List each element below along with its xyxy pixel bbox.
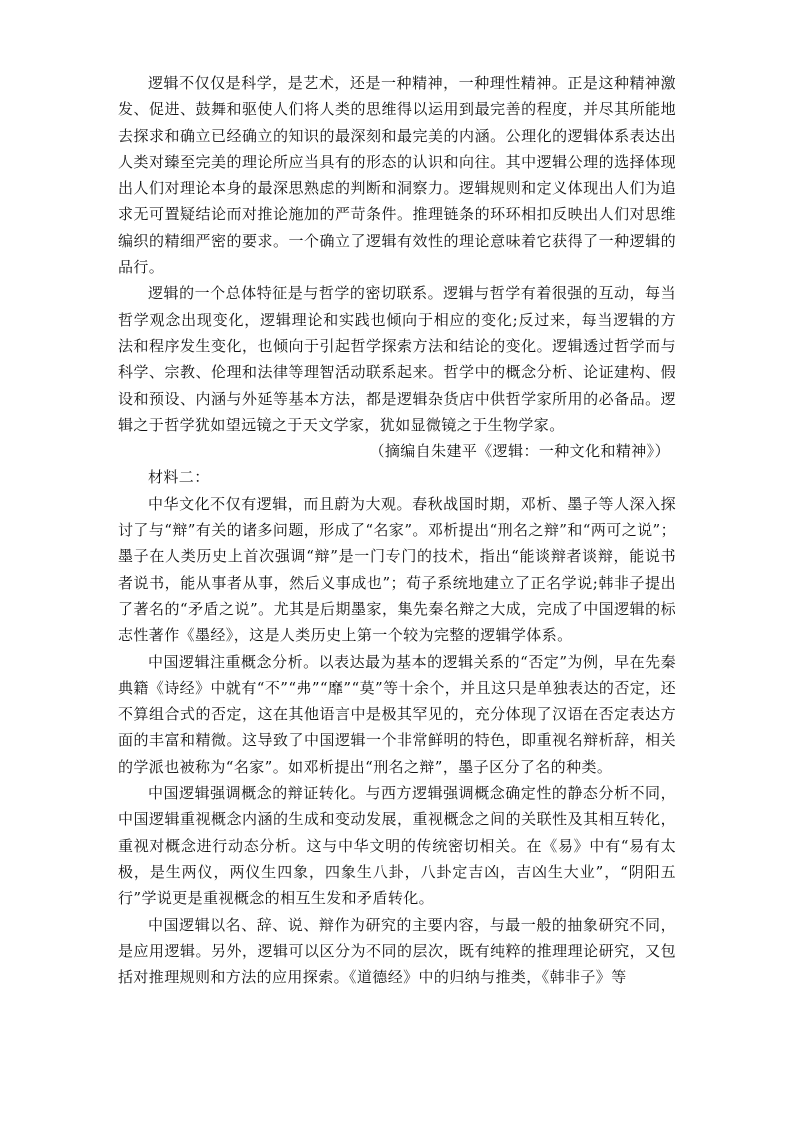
- paragraph-3: 中华文化不仅有逻辑，而且蔚为大观。春秋战国时期，邓析、墨子等人深入探讨了与“辩”有关的诸多问题，形成了“名家”。邓析提出“刑名之辩”和“两可之说”；墨子在人类历史上首次强调“辩”是一门专门的技术，指出“能谈辩者谈辩，能说书者说书，能从事者从事，然后义事成也”；荀子系统地建立了正名学说;韩非子提出了著名的“矛盾之说”。尤其是后期墨家，集先秦名辩之大成，完成了中国逻辑的标志性著作《墨经》，这是人类历史上第一个较为完整的逻辑学体系。: [118, 494, 676, 645]
- paragraph-6: 中国逻辑以名、辞、说、辩作为研究的主要内容，与最一般的抽象研究不同，是应用逻辑。另外，逻辑可以区分为不同的层次，既有纯粹的推理理论研究，又包括对推理规则和方法的应用探索。《道德经》中的归纳与推类，《韩非子》等: [118, 915, 676, 987]
- section-heading: 材料二：: [148, 468, 210, 487]
- source-citation: （摘编自朱建平《逻辑：一种文化和精神》）: [369, 442, 670, 461]
- document-page: [118, 70, 676, 990]
- paragraph-4: 中国逻辑注重概念分析。以表达最为基本的逻辑关系的“否定”为例，早在先秦典籍《诗经》中就有“不”“弗”“靡”“莫”等十余个，并且这只是单独表达的否定，还不算组合式的否定，这在其他语言中是极其罕见的，充分体现了汉语在否定表达方面的丰富和精微。这导致了中国逻辑一个非常鲜明的特色，即重视名辩析辞，相关的学派也被称为“名家”。如邓析提出“刑名之辩”，墨子区分了名的种类。: [118, 652, 676, 776]
- paragraph-5: 中国逻辑强调概念的辩证转化。与西方逻辑强调概念确定性的静态分析不同，中国逻辑重视概念内涵的生成和变动发展，重视概念之间的关联性及其相互转化，重视对概念进行动态分析。这与中华文明的传统密切相关。在《易》中有“易有太极，是生两仪，两仪生四象，四象生八卦，八卦定吉凶，吉凶生大业”，“阴阳五行”学说更是重视概念的相互生发和矛盾转化。: [118, 784, 676, 908]
- paragraph-2: 逻辑的一个总体特征是与哲学的密切联系。逻辑与哲学有着很强的互动，每当哲学观念出现变化，逻辑理论和实践也倾向于相应的变化;反过来，每当逻辑的方法和程序发生变化，也倾向于引起哲学探索方法和结论的变化。逻辑透过哲学而与科学、宗教、伦理和法律等理智活动联系起来。哲学中的概念分析、论证建构、假设和预设、内涵与外延等基本方法，都是逻辑杂货店中供哲学家所用的必备品。逻辑之于哲学犹如望远镜之于天文学家，犹如显微镜之于生物学家。: [118, 284, 676, 434]
- paragraph-1: 逻辑不仅仅是科学，是艺术，还是一种精神，一种理性精神。正是这种精神激发、促进、鼓舞和驱使人们将人类的思维得以运用到最完善的程度，并尽其所能地去探求和确立已经确立的知识的最深刻和最完美的内涵。公理化的逻辑体系表达出人类对臻至完美的理论所应当具有的形态的认识和向往。其中逻辑公理的选择体现出人们对理论本身的最深思熟虑的判断和洞察力。逻辑规则和定义体现出人们为追求无可置疑结论而对推论施加的严苛条件。推理链条的环环相扣反映出人们对思维编织的精细严密的要求。一个确立了逻辑有效性的理论意味着它获得了一种逻辑的品行。: [118, 74, 676, 277]
